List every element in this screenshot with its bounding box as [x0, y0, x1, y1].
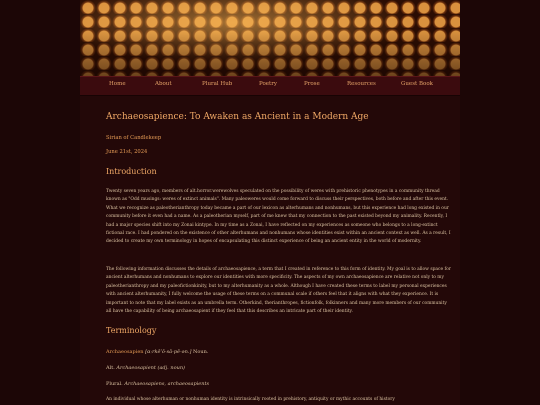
- alt-entry: [106, 365, 185, 371]
- intro-heading: Introduction: [106, 167, 157, 176]
- intro-paragraph-1: Twenty seven years ago, members of alt.horror.werewolves speculated on the possibility of weres with prehistoric phenotypes in a community thread known as "Odd musings: weres of extinct animals". Many paleoweres would come forward to discuss their perspectives, both before and after this event. What we recognize as paleotherianthropy today became a part of our lexicon as alterhumans and nonhumans, but this experience had long existed in our community before it even had a name. As a paleotherian myself, part of me knew that my connection to the past existed beyond my animality. Recently, I had a major species shift into my Zonai kintype. In my time as a Zonai, I have reflected on my experiences as someone who belongs to a long-extinct fictional race. I had pondered on the existence of other alterhumans and nonhumans whose identities exist within an ancient context as well. As a result, I decided to create my own terminology in hopes of encapsulating this distinct experience of being an ancient entity in the world of modernity.: [106, 189, 451, 245]
- article-author: Sirian of Candlekeep: [106, 135, 162, 141]
- plural-entry: [106, 381, 209, 387]
- nav-poetry[interactable]: Poetry: [259, 81, 277, 87]
- plural-label: Plural.: [106, 381, 123, 387]
- term-definition: An individual whose alterhuman or nonhuman identity is intrinsically rooted in prehistory, antiquity or mythic accounts of history: [106, 397, 395, 402]
- nav-about[interactable]: About: [155, 81, 172, 87]
- article-title: Archaeosapience: To Awaken as Ancient in a Modern Age: [106, 112, 369, 122]
- nav-resources[interactable]: Resources: [347, 81, 376, 87]
- article-date: June 21st, 2024: [106, 149, 148, 155]
- term-pronunciation: [ɑːrkēˈō-sā-pē-ən.]: [145, 349, 192, 355]
- banner-shade: [80, 0, 460, 76]
- nav-home[interactable]: Home: [109, 81, 126, 87]
- term-part-of-speech: Noun.: [193, 349, 209, 355]
- nav-plural-hub[interactable]: Plural Hub: [202, 81, 233, 87]
- main-nav: [80, 76, 460, 96]
- alt-label: Alt.: [106, 365, 115, 371]
- nav-prose[interactable]: Prose: [304, 81, 320, 87]
- intro-paragraph-2: The following information discusses the details of archaeosapience, a term that I created in reference to this form of identity. My goal is to allow space for ancient alterhumans and nonhumans to explore our identities with more specificity. The aspects of my own archaeosapience are relative not only to my paleotherianthropy and my paleofictionkinity, but to my alterhumanity as a whole. Although I have created these terms to label my personal experiences with ancient alterhumanity, I fully welcome the usage of these terms on a communal scale if others feel that it aligns with what they experience. It is important to note that my label exists as an umbrella term. Otherkind, therianthropes, fictionfolk, folkinners and many more members of our community all have the capability of being archaeosapient if they feel that this describes an intricate part of their identity.: [106, 267, 451, 315]
- plural-value: Archaeosapiens, archaeosapients: [124, 381, 210, 387]
- terminology-heading: Terminology: [106, 326, 157, 335]
- page-container: [80, 0, 460, 405]
- term-entry: [106, 349, 208, 355]
- alt-value: Archaeosapient (adj. noun): [116, 365, 185, 371]
- nav-guest-book[interactable]: Guest Book: [401, 81, 433, 87]
- term-word-link[interactable]: Archaeosapien: [106, 349, 144, 355]
